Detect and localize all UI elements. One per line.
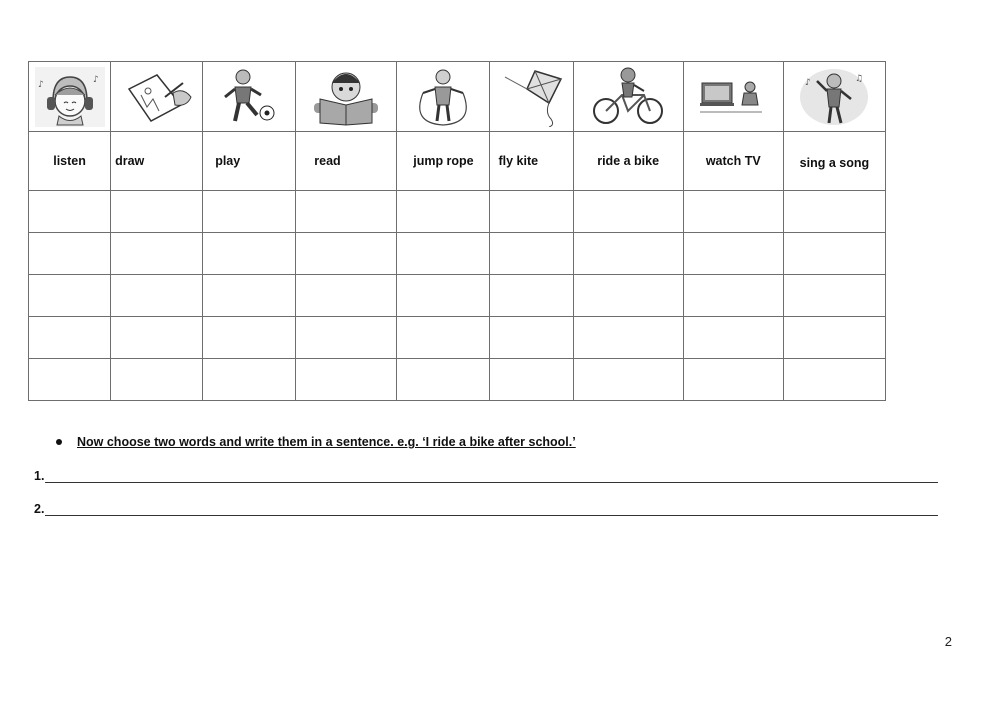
word-listen: listen [53,154,86,168]
answer-cell[interactable] [111,233,203,275]
child-tv-icon [698,77,768,117]
answer-cell[interactable] [783,191,885,233]
answer-cell[interactable] [573,275,683,317]
picture-cell [783,62,885,132]
answer-cell[interactable] [29,359,111,401]
picture-cell [29,62,111,132]
answer-cell[interactable] [783,359,885,401]
word-cell [203,132,296,191]
instruction [56,435,576,449]
writing-line[interactable] [45,503,938,516]
answer-cell[interactable] [573,233,683,275]
answer-cell[interactable] [111,359,203,401]
svg-text:♪: ♪ [92,74,99,85]
picture-row [29,62,886,132]
answer-cell[interactable] [397,275,490,317]
word-cell [783,132,885,191]
word-cell [683,132,783,191]
word-cell [29,132,111,191]
word-cell [111,132,203,191]
answer-cell[interactable] [397,191,490,233]
blank-row [29,359,886,401]
answer-cell[interactable] [573,317,683,359]
kite-icon [499,67,565,127]
activity-table [28,61,886,401]
svg-text:♪: ♪ [805,77,812,88]
answer-cell[interactable] [296,233,397,275]
word-watch-tv: watch TV [705,154,761,168]
child-jump-rope-icon [407,67,479,127]
answer-cell[interactable] [490,317,573,359]
word-draw: draw [115,154,145,168]
blank-row [29,275,886,317]
picture-cell [111,62,203,132]
picture-cell [683,62,783,132]
svg-text:♫: ♫ [855,73,864,84]
answer-cell[interactable] [683,275,783,317]
picture-cell [573,62,683,132]
svg-text:♪: ♪ [37,79,44,90]
bullet-icon [56,439,62,445]
boy-reading-icon [306,67,386,127]
word-cell [296,132,397,191]
word-cell [490,132,573,191]
picture-cell [203,62,296,132]
picture-cell [296,62,397,132]
line-number: 1. [34,469,45,483]
answer-cell[interactable] [783,275,885,317]
girl-headphones-icon [35,67,105,127]
word-fly-kite: fly kite [498,154,539,168]
word-read: read [314,154,341,168]
word-jump-rope: jump rope [413,154,474,168]
answer-cell[interactable] [683,233,783,275]
answer-line-1[interactable] [34,469,938,483]
answer-cell[interactable] [490,233,573,275]
answer-cell[interactable] [490,359,573,401]
answer-cell[interactable] [29,275,111,317]
picture-cell [397,62,490,132]
answer-cell[interactable] [683,317,783,359]
instruction-text: Now choose two words and write them in a sentence. e.g. ‘I ride a bike after school.’ [77,435,576,449]
answer-cell[interactable] [573,359,683,401]
blank-row [29,317,886,359]
line-number: 2. [34,502,45,516]
answer-cell[interactable] [397,317,490,359]
writing-line[interactable] [45,470,938,483]
answer-cell[interactable] [490,275,573,317]
answer-cell[interactable] [111,275,203,317]
answer-cell[interactable] [490,191,573,233]
answer-cell[interactable] [111,317,203,359]
boy-soccer-icon [217,67,281,127]
answer-cell[interactable] [203,233,296,275]
answer-cell[interactable] [29,191,111,233]
answer-line-2[interactable] [34,502,938,516]
answer-cell[interactable] [783,233,885,275]
word-cell [397,132,490,191]
answer-cell[interactable] [203,359,296,401]
answer-cell[interactable] [397,359,490,401]
answer-cell[interactable] [203,191,296,233]
answer-cell[interactable] [111,191,203,233]
word-row [29,132,886,191]
blank-row [29,233,886,275]
word-ride-a-bike: ride a bike [597,154,660,168]
answer-cell[interactable] [397,233,490,275]
word-cell [573,132,683,191]
answer-cell[interactable] [296,359,397,401]
boy-bike-icon [590,67,666,127]
picture-cell [490,62,573,132]
answer-cell[interactable] [296,191,397,233]
answer-cell[interactable] [783,317,885,359]
answer-cell[interactable] [683,359,783,401]
word-sing-a-song: sing a song [799,156,870,170]
answer-cell[interactable] [29,233,111,275]
answer-cell[interactable] [296,275,397,317]
answer-cell[interactable] [683,191,783,233]
hand-drawing-icon [121,67,193,127]
page-number: 2 [944,634,952,649]
word-play: play [215,154,241,168]
singing-boy-icon [797,67,871,127]
blank-row [29,191,886,233]
answer-cell[interactable] [296,317,397,359]
answer-cell[interactable] [29,317,111,359]
answer-cell[interactable] [203,317,296,359]
answer-cell[interactable] [573,191,683,233]
answer-cell[interactable] [203,275,296,317]
